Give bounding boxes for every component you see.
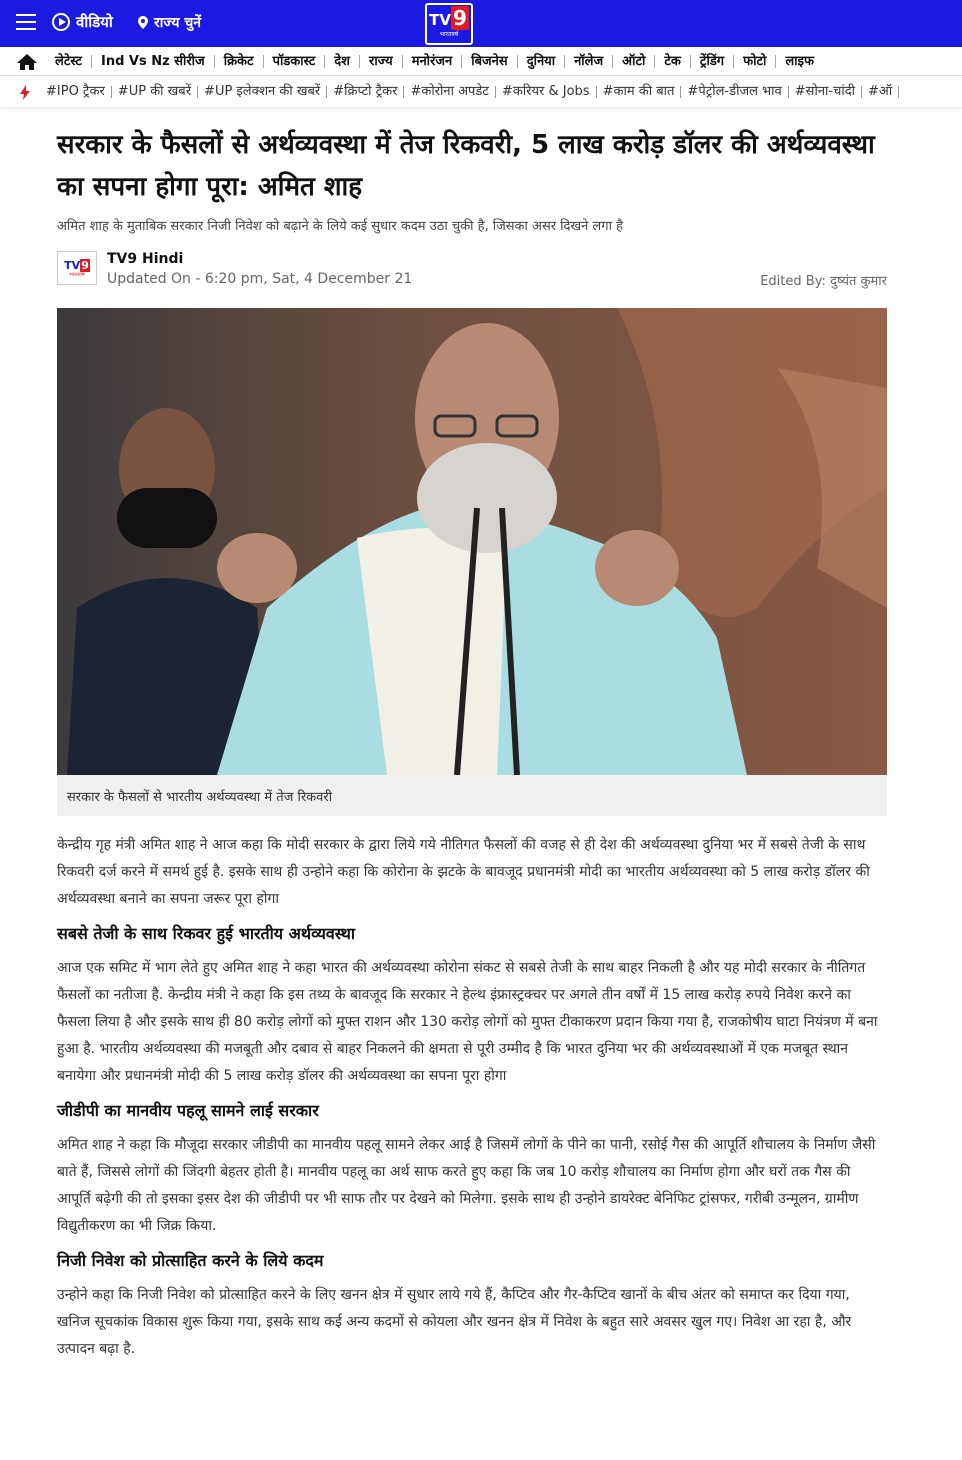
section-paragraph: आज एक समिट में भाग लेते हुए अमित शाह ने कहा भारत की अर्थव्यवस्था कोरोना संकट से सबसे तेजी के साथ बाहर निकली है और यह मोदी सरकार के नीतिगत फैसलों का नतीजा है. केन्द्रीय मंत्री ने कहा कि इस तथ्य के बावजूद कि सरकार ने हेल्थ इंफ्रास्ट्रक्चर पर अगले तीन वर्षों में 15 लाख करोड़ रुपये निवेश करने का फैसला लिया है और इसके साथ ही 80 करोड़ लोगों को मुफ्त राशन और 130 करोड़ लोगों को मुफ्त टीकाकरण प्रदान किया गया है, राजकोषीय घाटा नियंत्रण में बना हुआ है. भारतीय अर्थव्यवस्था की मजबूती और दबाव से बाहर निकलने की क्षमता से पूरी उम्मीद है कि भारत दुनिया भर की अर्थव्यवस्थाओं में एक मजबूत स्थान बनायेगा और प्रधानमंत्री मोदी की 5 लाख करोड़ डॉलर की अर्थव्यवस्था का सपना पूरा होगा: [57, 960, 878, 1084]
section-heading: निजी निवेश को प्रोत्साहित करने के लिये कदम: [57, 1251, 324, 1270]
article: [57, 120, 887, 1357]
menu-icon[interactable]: [16, 14, 36, 30]
main-nav: [0, 48, 962, 76]
trending-tag[interactable]: #IPO ट्रैकर: [40, 86, 112, 98]
state-label: राज्य चुनें: [154, 15, 202, 31]
video-link[interactable]: [52, 12, 113, 32]
hero-image[interactable]: [57, 308, 887, 775]
section-paragraph: उन्होने कहा कि निजी निवेश को प्रोत्साहित करने के लिए खनन क्षेत्र में सुधार लाये गये हैं, कैप्टिव और गैर-कैप्टिव खानों के बीच अंतर को समाप्त कर दिया गया, खनिज सूचकांक विकास शुरू किया गया, इसके साथ कई अन्य कदमों से कोयला और खनन क्षेत्र में निवेश के बहुत सारे अवसर खुल गए। निवेश आ रहा है, और उत्पादन बढ़ा है.: [57, 1287, 852, 1357]
trending-tag[interactable]: #काम की बात: [597, 86, 682, 98]
updated-timestamp: Updated On - 6:20 pm, Sat, 4 December 21: [107, 271, 413, 287]
nav-item[interactable]: ऑटो: [613, 55, 655, 68]
trending-tag[interactable]: #UP इलेक्शन की खबरें: [198, 86, 327, 98]
trending-tags: [0, 77, 962, 107]
nav-item[interactable]: लेटेस्ट: [46, 55, 92, 68]
state-selector[interactable]: [138, 13, 201, 32]
trending-tag[interactable]: #क्रिप्टो ट्रैकर: [327, 86, 404, 98]
nav-item[interactable]: राज्य: [360, 55, 403, 68]
nav-item[interactable]: ट्रेंडिंग: [691, 55, 734, 68]
logo-text: TV: [429, 10, 451, 29]
trending-tag[interactable]: #पेट्रोल-डीजल भाव: [681, 86, 788, 98]
nav-item[interactable]: पॉडकास्ट: [264, 55, 326, 68]
play-icon: [52, 13, 70, 31]
trending-tag[interactable]: #ऑ: [862, 86, 899, 98]
article-headline: सरकार के फैसलों से अर्थव्यवस्था में तेज रिकवरी, 5 लाख करोड़ डॉलर की अर्थव्यवस्था का सपना होगा पूरा: अमित शाह: [57, 130, 875, 202]
trending-tag[interactable]: #सोना-चांदी: [789, 86, 862, 98]
byline: [57, 251, 887, 295]
video-label: वीडियो: [76, 13, 113, 31]
trending-tag[interactable]: #UP की खबरें: [112, 86, 198, 98]
author-avatar[interactable]: TV9 भारतवर्ष: [57, 251, 97, 285]
nav-item[interactable]: नॉलेज: [565, 55, 613, 68]
nav-item[interactable]: बिजनेस: [462, 55, 517, 68]
nav-item[interactable]: टेक: [655, 55, 691, 68]
section-heading: जीडीपी का मानवीय पहलू सामने लाई सरकार: [57, 1101, 319, 1120]
hero-figure: [57, 308, 887, 816]
logo-number: 9: [452, 5, 467, 30]
intro-paragraph: केन्द्रीय गृह मंत्री अमित शाह ने आज कहा कि मोदी सरकार के द्वारा लिये गये नीतिगत फैसलों की वजह से ही देश की अर्थव्यवस्था दुनिया भर में सबसे तेजी के साथ रिकवरी दर्ज करने में समर्थ हुई है. इसके साथ ही उन्होने कहा कि कोरोना के झटके के बावजूद प्रधानमंत्री मोदी का भारतीय अर्थव्यवस्था को 5 लाख करोड़ डॉलर की अर्थव्यवस्था बनाने का सपना जरूर पूरा होगा: [57, 837, 870, 907]
author-name[interactable]: TV9 Hindi: [107, 251, 184, 267]
image-caption: सरकार के फैसलों से भारतीय अर्थव्यवस्था में तेज रिकवरी: [67, 789, 333, 805]
logo-subtitle: भारतवर्ष: [439, 30, 459, 38]
home-icon[interactable]: [16, 53, 38, 71]
edited-by: Edited By: दुष्यंत कुमार: [760, 274, 887, 289]
nav-item[interactable]: फोटो: [734, 55, 776, 68]
nav-item[interactable]: क्रिकेट: [215, 55, 264, 68]
section-paragraph: अमित शाह ने कहा कि मौजूदा सरकार जीडीपी का मानवीय पहलू सामने लेकर आई है जिसमें लोगों के पीने का पानी, रसोई गैस की आपूर्ति शौचालय के निर्माण जैसी बाते हैं, जिससे लोगों की जिंदगी बेहतर होती है। मानवीय पहलू का अर्थ साफ करते हुए कहा कि जब 10 करोड़ शौचालय का निर्माण होगा और घरों तक गैस की आपूर्ति बढ़ेगी की तो इसका इसर देश की जीडीपी पर भी साफ तौर पर देखने को मिलेगा. इसके साथ ही उन्होने डायरेक्ट बेनिफिट ट्रांसफर, गरीबी उन्मूलन, ग्रामीण विद्युतीकरण का भी जिक्र किया.: [57, 1137, 876, 1234]
trending-tag[interactable]: #कोरोना अपडेट: [404, 86, 495, 98]
nav-item[interactable]: लाइफ: [785, 54, 815, 69]
article-subheadline: अमित शाह के मुताबिक सरकार निजी निवेश को बढ़ाने के लिये कई सुधार कदम उठा चुकी है, जिसका असर दिखने लगा है: [57, 219, 623, 234]
nav-item[interactable]: देश: [325, 55, 360, 68]
nav-item[interactable]: Ind Vs Nz सीरीज: [92, 55, 215, 68]
trending-tag[interactable]: #करियर & Jobs: [496, 86, 597, 98]
location-pin-icon: [138, 16, 148, 29]
top-header: [0, 0, 962, 47]
nav-item[interactable]: मनोरंजन: [403, 55, 463, 68]
nav-item[interactable]: दुनिया: [518, 55, 565, 68]
section-heading: सबसे तेजी के साथ रिकवर हुई भारतीय अर्थव्यवस्था: [57, 924, 355, 943]
lightning-icon: [20, 85, 30, 100]
article-body: [57, 832, 887, 1373]
site-logo[interactable]: [425, 3, 473, 45]
